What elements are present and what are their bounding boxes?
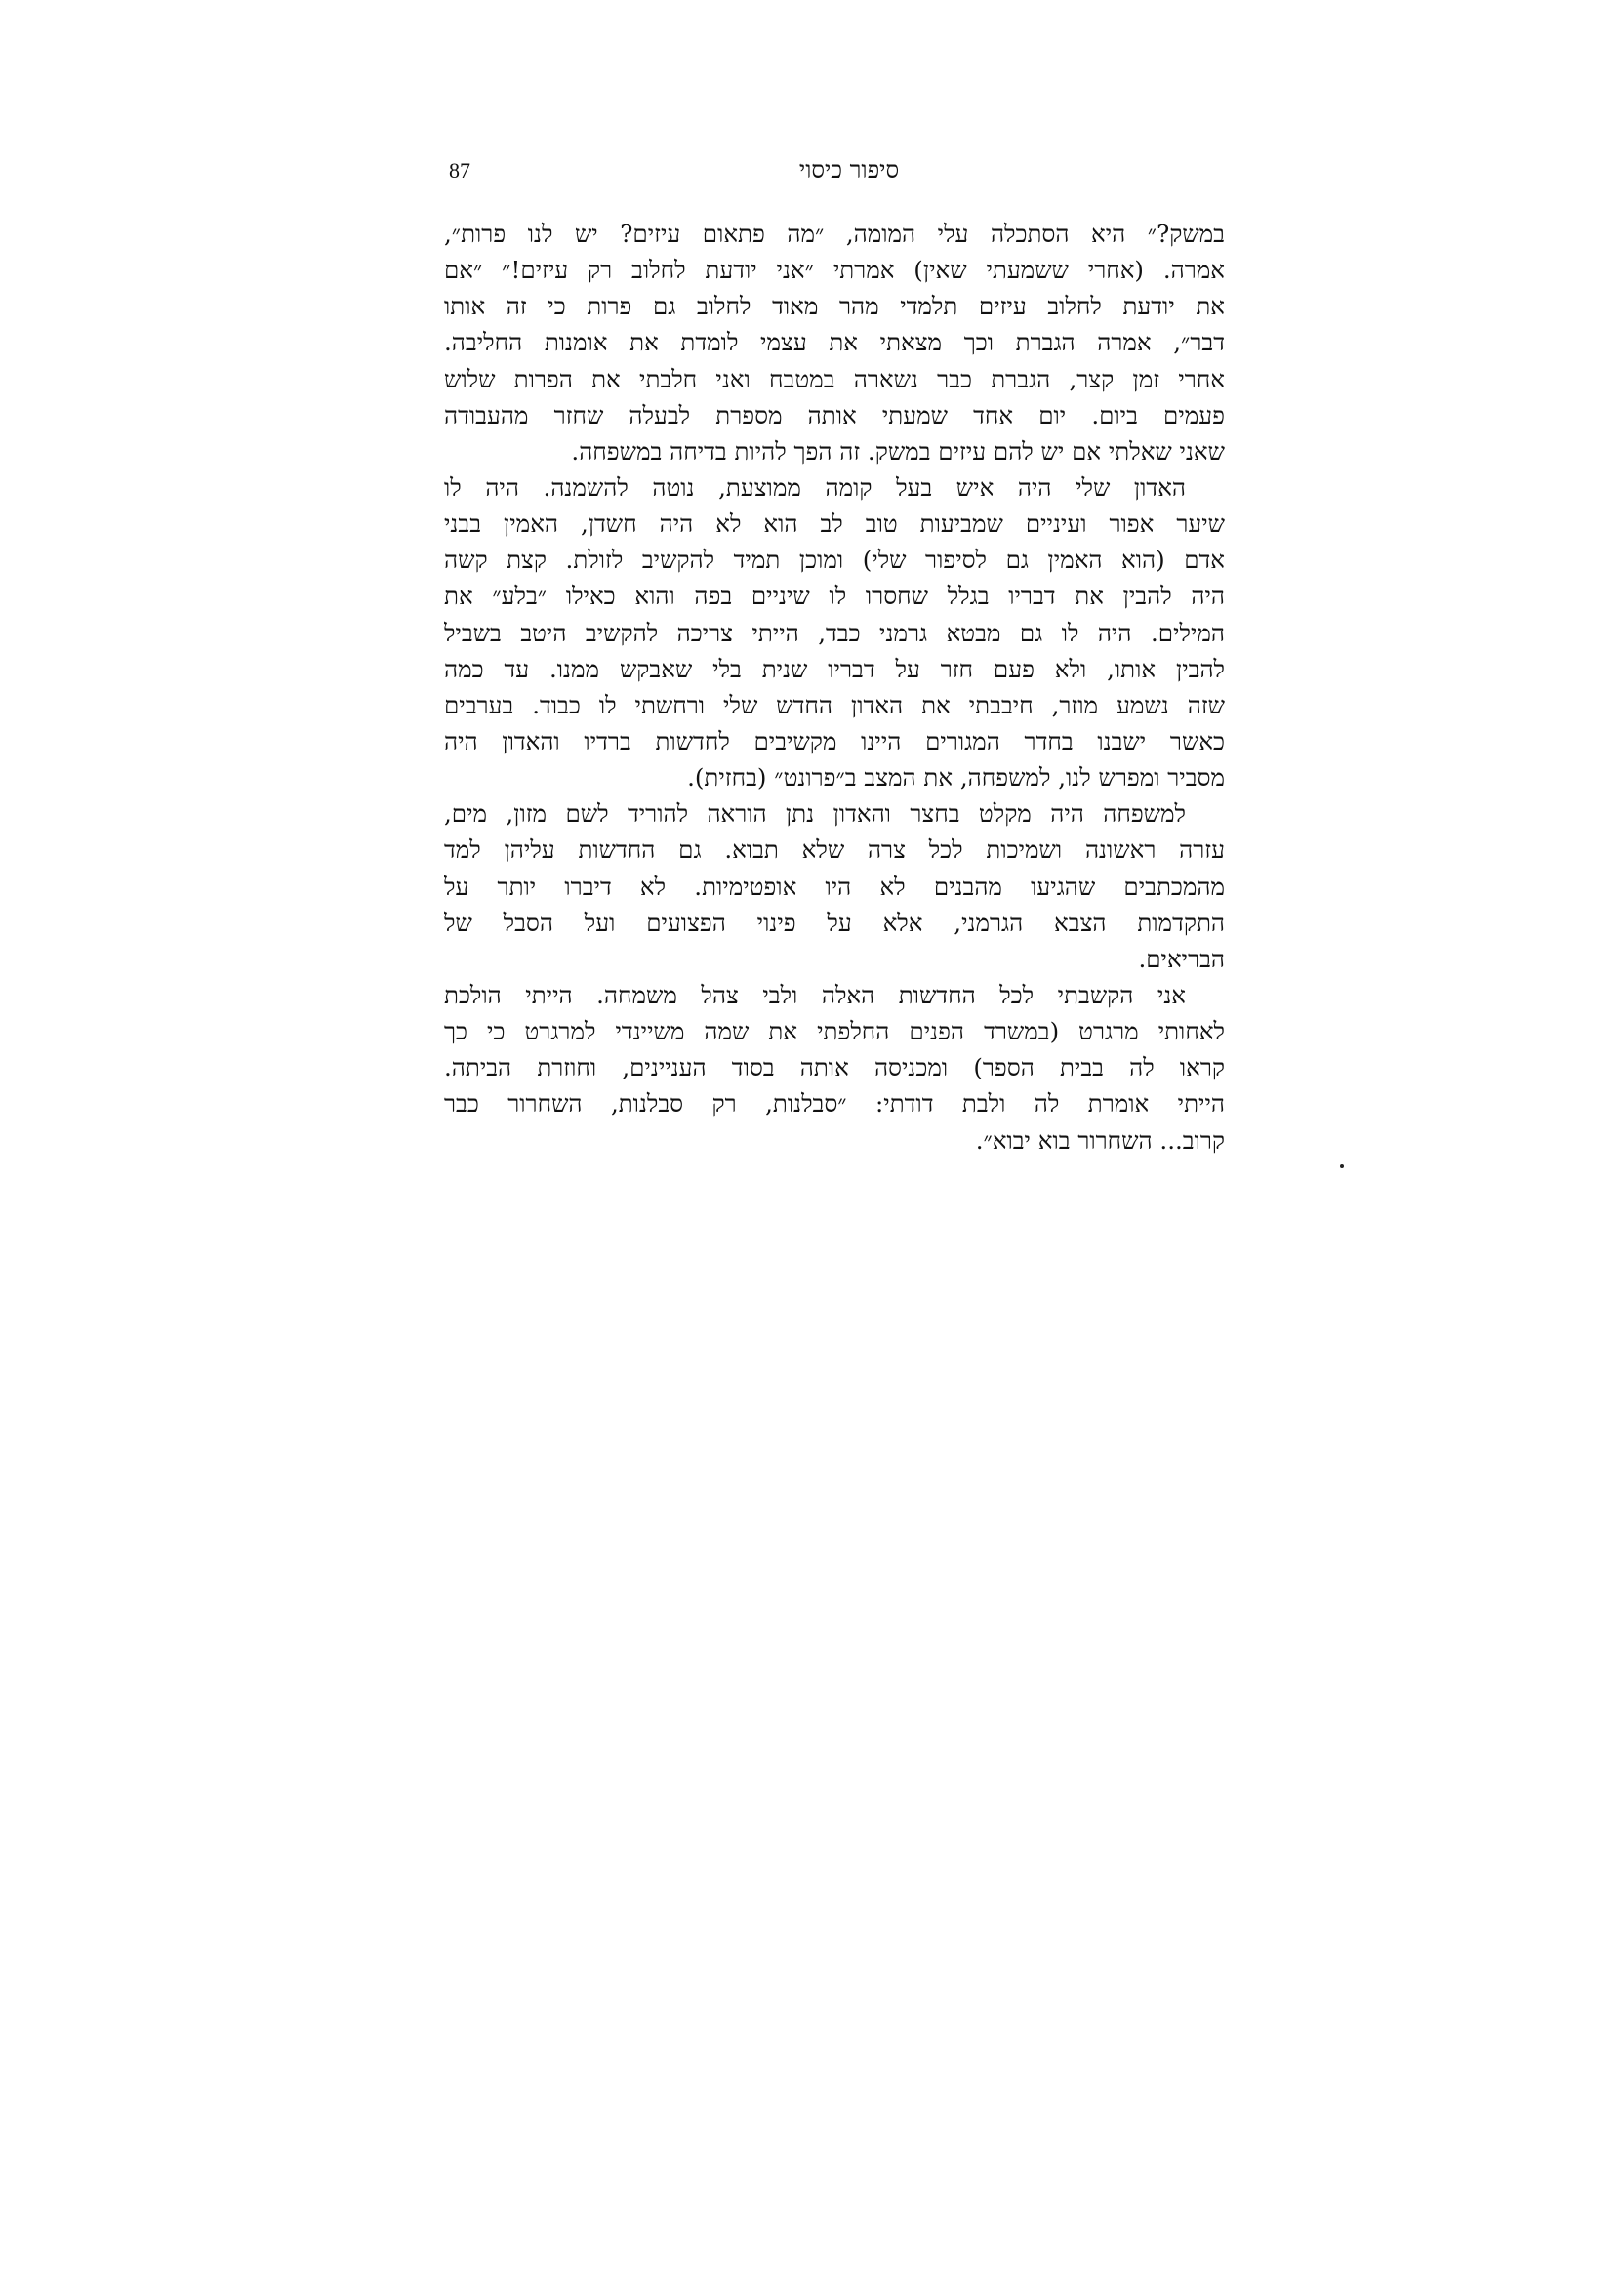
text-line: אדם (הוא האמין גם לסיפור שלי) ומוכן תמיד להקשיב לזולת. קצת קשה [444,546,1225,575]
text-line: דבר״, אמרה הגברת וכך מצאתי את עצמי לומדת את אומנות החליבה. [444,328,1225,357]
page-number: 87 [449,158,470,183]
text-line: פעמים ביום. יום אחד שמעתי אותה מספרת לבעלה שחזר מהעבודה [444,400,1225,429]
text-line: כאשר ישבנו בחדר המגורים היינו מקשיבים לחדשות ברדיו והאדון היה [444,726,1225,755]
text-line: שאני שאלתי אם יש להם עיזים במשק. זה הפך להיות בדיחה במשפחה. [571,436,1225,466]
text-line: אחרי זמן קצר, הגברת כבר נשארה במטבח ואני חלבתי את הפרות שלוש [444,364,1225,393]
text-line: אמרה. (אחרי ששמעתי שאין) אמרתי ״אני יודעת לחלוב רק עיזים!״ ״אם [444,256,1225,285]
text-line: המילים. היה לו גם מבטא גרמני כבד, הייתי צריכה להקשיב היטב בשביל [444,618,1225,647]
paragraph-4 [444,977,1225,1159]
text-line: מסביר ומפרש לנו, למשפחה, את המצב ב״פרונט״ (בחזית). [687,763,1225,793]
body-text [444,216,1225,1159]
text-line: אני הקשבתי לכל החדשות האלה ולבי צהל משמחה. הייתי הולכת [444,980,1186,1009]
text-line: הבריאים. [1138,944,1225,973]
text-line: קראו לה בבית הספר) ומכניסה אותה בסוד העניינים, וחוזרת הביתה. [444,1053,1225,1082]
text-line: התקדמות הצבא הגרמני, אלא על פינוי הפצועים ועל הסבל של [444,908,1225,937]
text-line: שיער אפור ועיניים שמביעות טוב לב הוא לא היה חשדן, האמין בבני [444,509,1225,539]
text-line: עזרה ראשונה ושמיכות לכל צרה שלא תבוא. גם החדשות עליהן למד [444,835,1225,865]
text-line: במשק?״ היא הסתכלה עלי המומה, ״מה פתאום עיזים? יש לנו פרות״, [444,220,1225,248]
text-line: למשפחה היה מקלט בחצר והאדון נתן הוראה להוריד לשם מזון, מים, [444,799,1186,829]
paragraph-3 [444,795,1225,977]
text-line: שזה נשמע מוזר, חיבבתי את האדון החדש שלי ורחשתי לו כבוד. בערבים [444,690,1225,719]
paragraph-2 [444,469,1225,795]
text-line: מהמכתבים שהגיעו מהבנים לא היו אופטימיות. לא דיברו יותר על [444,872,1225,901]
paragraph-1 [444,216,1225,469]
text-line: לאחותי מרגרט (במשרד הפנים החלפתי את שמה משיינדי למרגרט כי כך [444,1017,1225,1046]
text-line: הייתי אומרת לה ולבת דודתי: ״סבלנות, רק סבלנות, השחרור כבר [444,1089,1225,1119]
text-line: האדון שלי היה איש בעל קומה ממוצעת, נוטה להשמנה. היה לו [444,472,1186,502]
text-line: להבין אותו, ולא פעם חזר על דבריו שנית בלי שאבקש ממנו. עד כמה [444,654,1225,683]
scan-speck [1340,1164,1344,1168]
text-line: את יודעת לחלוב עיזים תלמדי מהר מאוד לחלוב גם פרות כי זה אותו [444,292,1225,321]
running-head: סיפור כיסוי [798,156,900,183]
text-line: קרוב... השחרור בוא יבוא״. [975,1125,1225,1155]
text-line: היה להבין את דבריו בגלל שחסרו לו שיניים בפה והוא כאילו ״בלע״ את [444,582,1225,611]
